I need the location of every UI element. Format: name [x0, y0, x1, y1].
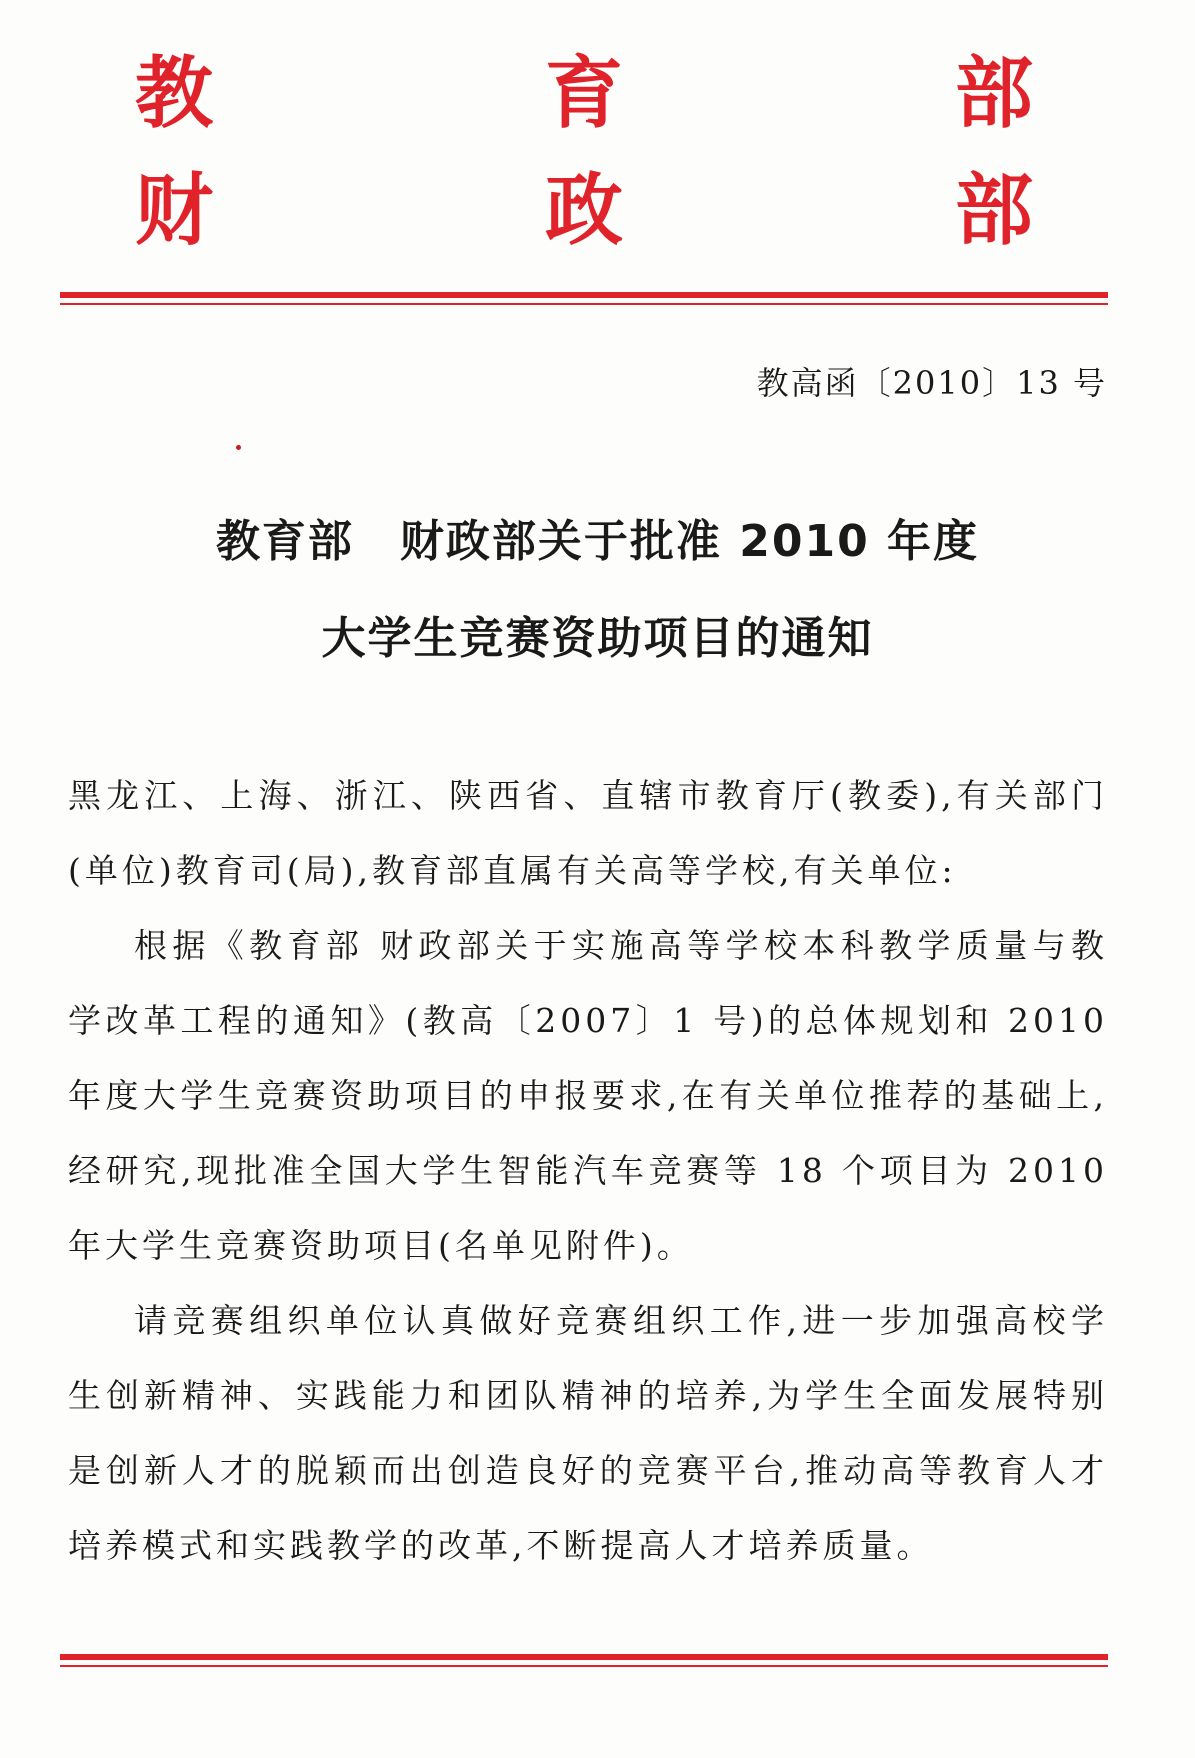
letterhead-char: 财	[135, 165, 214, 256]
document-title-line-1: 教育部 财政部关于批准 2010 年度	[215, 516, 980, 567]
letterhead-char: 政	[545, 165, 624, 256]
document-number: 教高函〔2010〕13 号	[756, 364, 1107, 402]
body-paragraph-1: 根据《教育部 财政部关于实施高等学校本科教学质量与教学改革工程的通知》(教高〔2007〕1 号)的总体规划和 2010 年度大学生竞赛资助项目的申报要求,在有关单位推荐的基础上,经研究,现批准全国大学生智能汽车竞赛等 18 个项目为 2010 年大学生竞赛资助项目(名单见附件)。	[68, 926, 1108, 1265]
letterhead-char: 教	[135, 48, 214, 139]
letterhead-rule-thick	[60, 292, 1108, 298]
letterhead-char: 部	[955, 48, 1034, 139]
letterhead	[0, 0, 1195, 290]
addressee: 黑龙江、上海、浙江、陕西省、直辖市教育厅(教委),有关部门(单位)教育司(局),教育部直属有关高等学校,有关单位:	[68, 776, 1108, 890]
letterhead-rule-thin	[60, 303, 1108, 305]
letterhead-char: 育	[545, 48, 624, 139]
document-title-line-2: 大学生竞赛资助项目的通知	[321, 613, 874, 664]
body-paragraph-2: 请竞赛组织单位认真做好竞赛组织工作,进一步加强高校学生创新精神、实践能力和团队精神的培养,为学生全面发展特别是创新人才的脱颖而出创造良好的竞赛平台,推动高等教育人才培养模式和实践教学的改革,不断提高人才培养质量。	[68, 1301, 1108, 1565]
footer-rule-thin	[60, 1665, 1108, 1667]
letterhead-char: 部	[955, 165, 1034, 256]
footer-rule-thick	[60, 1654, 1108, 1660]
ink-dot	[236, 445, 241, 450]
